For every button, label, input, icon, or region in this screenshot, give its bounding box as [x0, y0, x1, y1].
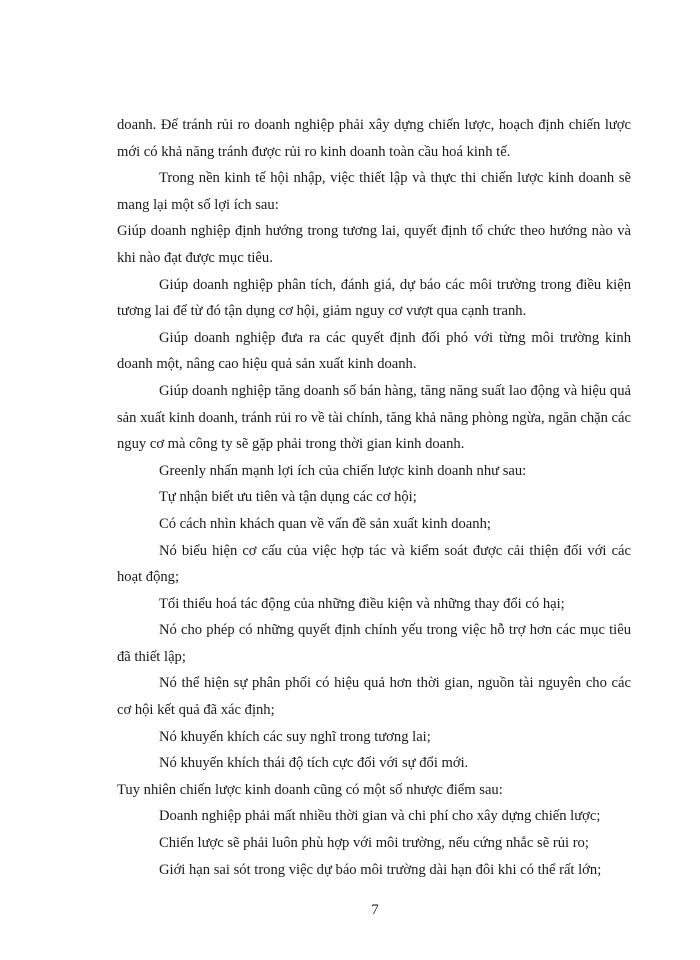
- paragraph-18: Chiến lược sẽ phải luôn phù hợp với môi trường, nếu cứng nhắc sẽ rủi ro;: [159, 835, 589, 852]
- paragraph-19: Giới hạn sai sót trong việc dự báo môi trường dài hạn đôi khi có thể rất lớn;: [159, 861, 602, 878]
- paragraph-5: Giúp doanh nghiệp đưa ra các quyết định đối phó với từng môi trường kinh doanh một, nâng cao hiệu quả sản xuất kinh doanh.: [117, 329, 631, 373]
- paragraph-14: Nó khuyến khích các suy nghĩ trong tương lai;: [159, 728, 431, 745]
- paragraph-1: doanh. Để tránh rủi ro doanh nghiệp phải xây dựng chiến lược, hoạch định chiến lược mới có khả năng tránh được rủi ro kinh doanh toàn cầu hoá kinh tế.: [117, 117, 631, 160]
- paragraph-2: Trong nền kinh tế hội nhập, việc thiết lập và thực thi chiến lược kinh doanh sẽ mang lại một số lợi ích sau:: [117, 170, 631, 213]
- paragraph-11: Tối thiểu hoá tác động của những điều kiện và những thay đổi có hại;: [159, 595, 565, 612]
- paragraph-4: Giúp doanh nghiệp phân tích, đánh giá, dự báo các môi trường trong điều kiện tương lai để từ đó tận dụng cơ hội, giảm nguy cơ vượt qua cạnh tranh.: [117, 276, 631, 320]
- paragraph-12: Nó cho phép có những quyết định chính yếu trong việc hỗ trợ hơn các mục tiêu đã thiết lập;: [117, 622, 631, 665]
- paragraph-13: Nó thể hiện sự phân phối có hiệu quả hơn thời gian, nguồn tài nguyên cho các cơ hội kết quả đã xác định;: [117, 675, 631, 719]
- paragraph-8: Tự nhận biết ưu tiên và tận dụng các cơ hội;: [159, 489, 417, 506]
- paragraph-15: Nó khuyến khích thái độ tích cực đối với sự đổi mới.: [159, 755, 469, 772]
- paragraph-6: Giúp doanh nghiệp tăng doanh số bán hàng, tăng năng suất lao động và hiệu quả sản xuất kinh doanh, tránh rủi ro về tài chính, tăng khả năng phòng ngừa, ngăn chặn các nguy cơ mà công ty sẽ gặp phải trong thời gian kinh doanh.: [117, 382, 631, 453]
- paragraph-7: Greenly nhấn mạnh lợi ích của chiến lược kinh doanh như sau:: [159, 462, 527, 479]
- paragraph-10: Nó biểu hiện cơ cấu của việc hợp tác và kiểm soát được cải thiện đối với các hoạt động;: [117, 542, 631, 586]
- paragraph-9: Có cách nhìn khách quan về vấn đề sản xuất kinh doanh;: [159, 515, 491, 532]
- page-number: 7: [371, 902, 379, 918]
- text-body: [117, 112, 631, 883]
- paragraph-3: Giúp doanh nghiệp định hướng trong tương lai, quyết định tổ chức theo hướng nào và khi nào đạt được mục tiêu.: [117, 223, 631, 266]
- paragraph-17: Doanh nghiệp phải mất nhiều thời gian và chi phí cho xây dựng chiến lược;: [159, 808, 601, 825]
- paragraph-16: Tuy nhiên chiến lược kinh doanh cũng có một số nhược điểm sau:: [117, 781, 503, 798]
